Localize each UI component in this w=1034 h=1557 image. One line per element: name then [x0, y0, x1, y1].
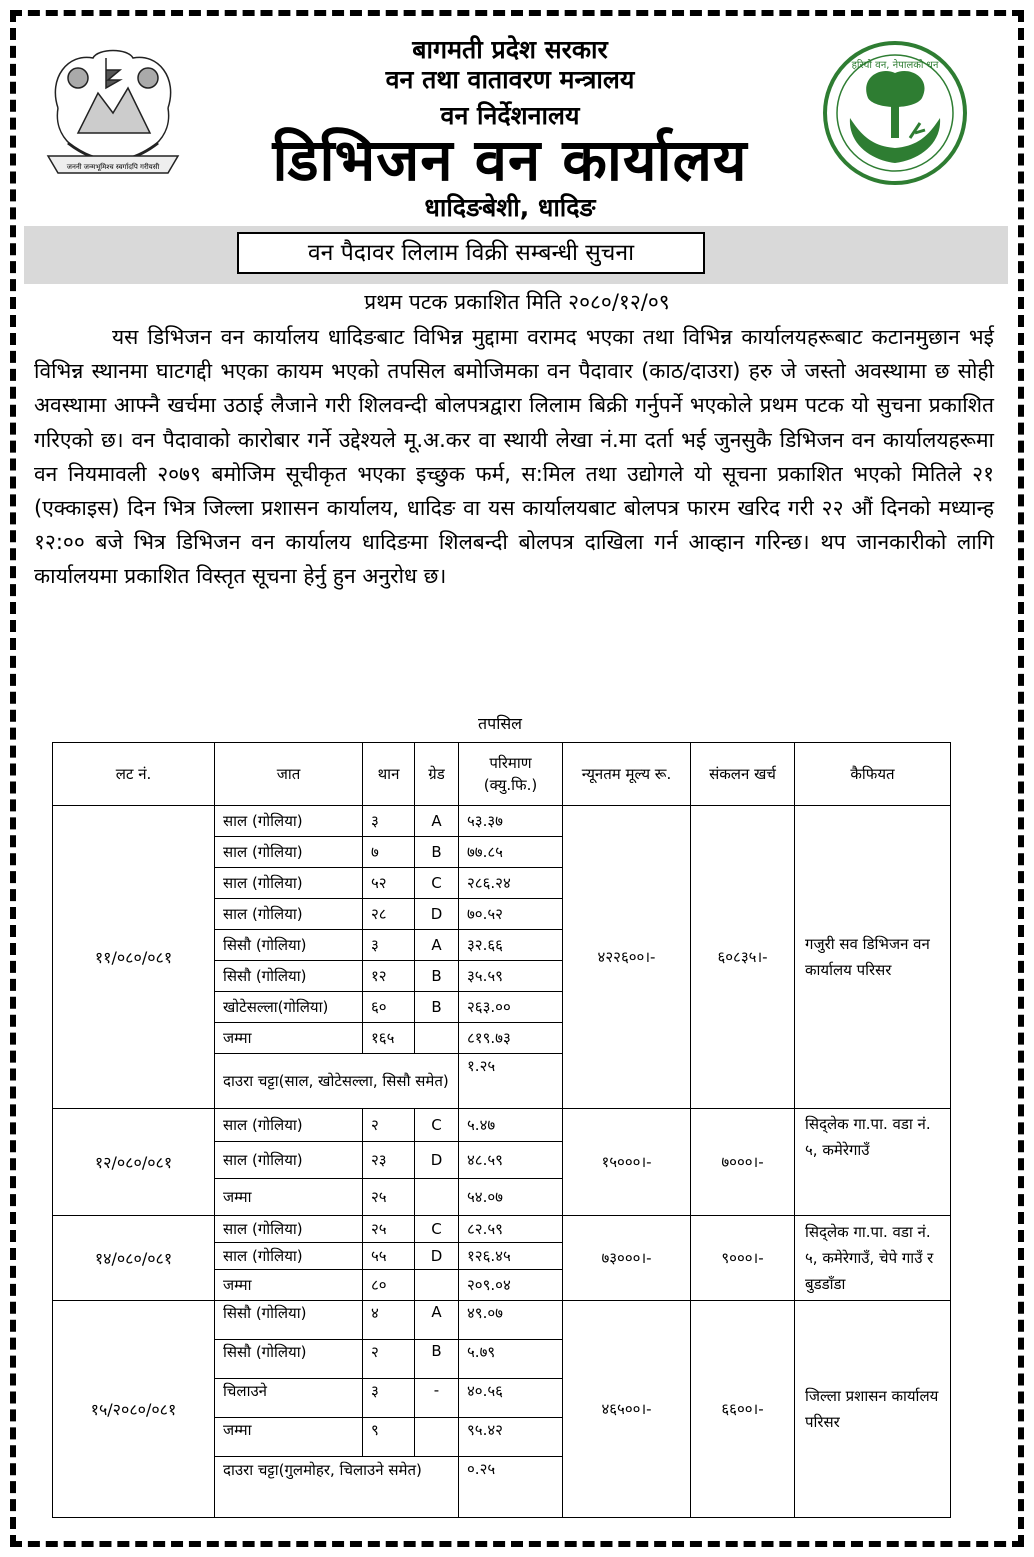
count-cell: ७: [363, 837, 415, 868]
quantity-cell: २८६.२४: [459, 868, 563, 899]
collection-cell: ९०००।-: [691, 1216, 795, 1301]
quantity-cell: ९५.४२: [459, 1418, 563, 1457]
species-cell: साल (गोलिया): [215, 1109, 363, 1142]
species-cell: जम्मा: [215, 1023, 363, 1054]
quantity-cell: ४०.५६: [459, 1379, 563, 1418]
min-price-cell: ४२२६००।-: [563, 806, 691, 1109]
count-cell: १६५: [363, 1023, 415, 1054]
header-lot: लट नं.: [53, 743, 215, 806]
collection-cell: ७०००।-: [691, 1109, 795, 1216]
quantity-cell: ५४.०७: [459, 1179, 563, 1216]
count-cell: ५५: [363, 1243, 415, 1270]
header-quantity: परिमाण (क्यु.फि.): [459, 743, 563, 806]
quantity-cell: १२६.४५: [459, 1243, 563, 1270]
table-header-row: [53, 743, 951, 806]
header-office: डिभिजन वन कार्यालय: [272, 126, 748, 194]
grade-cell: C: [415, 1109, 459, 1142]
quantity-cell: ४९.०७: [459, 1301, 563, 1340]
grade-cell: A: [415, 806, 459, 837]
grade-cell: [415, 1418, 459, 1457]
quantity-cell: ७७.८५: [459, 837, 563, 868]
grade-cell: D: [415, 1142, 459, 1179]
remarks-cell: सिद्लेक गा.पा. वडा नं. ५, कमेरेगाउँ, चेपे गाउँ र बुडडाँडा: [795, 1216, 951, 1301]
species-cell: साल (गोलिया): [215, 806, 363, 837]
grade-cell: C: [415, 868, 459, 899]
quantity-cell: २६३.००: [459, 992, 563, 1023]
species-cell: दाउरा चट्टा(साल, खोटेसल्ला, सिसौ समेत): [215, 1054, 459, 1109]
header-location: धादिङबेशी, धादिङ: [424, 193, 596, 222]
species-cell: सिसौ (गोलिया): [215, 1340, 363, 1379]
lot-number: १४/०८०/०८१: [53, 1216, 215, 1301]
count-cell: १२: [363, 961, 415, 992]
species-cell: सिसौ (गोलिया): [215, 961, 363, 992]
species-cell: सिसौ (गोलिया): [215, 930, 363, 961]
count-cell: २८: [363, 899, 415, 930]
grade-cell: B: [415, 992, 459, 1023]
remarks-cell: सिद्लेक गा.पा. वडा नं. ५, कमेरेगाउँ: [795, 1109, 951, 1216]
count-cell: ८०: [363, 1270, 415, 1301]
species-cell: साल (गोलिया): [215, 1216, 363, 1243]
count-cell: ६०: [363, 992, 415, 1023]
grade-cell: D: [415, 899, 459, 930]
forest-logo-icon: [820, 38, 970, 188]
grade-cell: C: [415, 1216, 459, 1243]
table-row: [53, 1301, 951, 1340]
species-cell: साल (गोलिया): [215, 868, 363, 899]
publication-date: प्रथम पटक प्रकाशित मिति २०८०/१२/०९: [364, 290, 670, 314]
quantity-cell: ५.७९: [459, 1340, 563, 1379]
logo-motto: हरियो वन, नेपालको धन: [851, 60, 939, 71]
count-cell: ३: [363, 806, 415, 837]
grade-cell: [415, 1023, 459, 1054]
count-cell: २५: [363, 1179, 415, 1216]
header-grade: ग्रेड: [415, 743, 459, 806]
table-row: [53, 1109, 951, 1142]
lot-number: १५/२०८०/०८१: [53, 1301, 215, 1518]
lot-number: १२/०८०/०८१: [53, 1109, 215, 1216]
grade-cell: B: [415, 1340, 459, 1379]
min-price-cell: ७३०००।-: [563, 1216, 691, 1301]
count-cell: २५: [363, 1216, 415, 1243]
species-cell: साल (गोलिया): [215, 899, 363, 930]
header-species: जात: [215, 743, 363, 806]
species-cell: साल (गोलिया): [215, 1243, 363, 1270]
table-row: [53, 806, 951, 837]
species-cell: जम्मा: [215, 1270, 363, 1301]
quantity-cell: १.२५: [459, 1054, 563, 1109]
quantity-cell: ०.२५: [459, 1457, 563, 1518]
grade-cell: B: [415, 837, 459, 868]
quantity-cell: ५३.३७: [459, 806, 563, 837]
count-cell: २३: [363, 1142, 415, 1179]
header-government: बागमती प्रदेश सरकार: [412, 35, 608, 64]
count-cell: ९: [363, 1418, 415, 1457]
species-cell: सिसौ (गोलिया): [215, 1301, 363, 1340]
remarks-cell: जिल्ला प्रशासन कार्यालय परिसर: [795, 1301, 951, 1518]
details-table: [52, 742, 951, 1518]
grade-cell: A: [415, 930, 459, 961]
min-price-cell: ४६५००।-: [563, 1301, 691, 1518]
species-cell: साल (गोलिया): [215, 837, 363, 868]
min-price-cell: १५०००।-: [563, 1109, 691, 1216]
count-cell: २: [363, 1340, 415, 1379]
count-cell: ४: [363, 1301, 415, 1340]
nepal-emblem-icon: [38, 38, 188, 178]
collection-cell: ६६००।-: [691, 1301, 795, 1518]
quantity-cell: ३२.६६: [459, 930, 563, 961]
header-ministry: वन तथा वातावरण मन्त्रालय: [385, 65, 635, 94]
grade-cell: A: [415, 1301, 459, 1340]
quantity-cell: ८२.५९: [459, 1216, 563, 1243]
table-caption: तपसिल: [477, 714, 523, 733]
notice-title: वन पैदावर लिलाम विक्री सम्बन्धी सुचना: [237, 232, 705, 274]
header-remarks: कैफियत: [795, 743, 951, 806]
species-cell: चिलाउने: [215, 1379, 363, 1418]
count-cell: २: [363, 1109, 415, 1142]
species-cell: दाउरा चट्टा(गुलमोहर, चिलाउने समेत): [215, 1457, 459, 1518]
remarks-cell: गजुरी सव डिभिजन वन कार्यालय परिसर: [795, 806, 951, 1109]
count-cell: ३: [363, 930, 415, 961]
emblem-motto: जननी जन्मभूमिश्च स्वर्गादपि गरीयसी: [66, 163, 160, 171]
species-cell: साल (गोलिया): [215, 1142, 363, 1179]
species-cell: खोटेसल्ला(गोलिया): [215, 992, 363, 1023]
quantity-cell: ४८.५९: [459, 1142, 563, 1179]
header-min-price: न्यूनतम मूल्य रू.: [563, 743, 691, 806]
header-directorate: वन निर्देशनालय: [440, 101, 580, 130]
collection-cell: ६०८३५।-: [691, 806, 795, 1109]
quantity-cell: २०९.०४: [459, 1270, 563, 1301]
quantity-cell: ३५.५९: [459, 961, 563, 992]
table-row: [53, 1216, 951, 1243]
quantity-cell: ८१९.७३: [459, 1023, 563, 1054]
count-cell: ५२: [363, 868, 415, 899]
quantity-cell: ७०.५२: [459, 899, 563, 930]
grade-cell: [415, 1270, 459, 1301]
header-collection: संकलन खर्च: [691, 743, 795, 806]
lot-number: ११/०८०/०८१: [53, 806, 215, 1109]
count-cell: ३: [363, 1379, 415, 1418]
header-count: थान: [363, 743, 415, 806]
grade-cell: -: [415, 1379, 459, 1418]
species-cell: जम्मा: [215, 1418, 363, 1457]
species-cell: जम्मा: [215, 1179, 363, 1216]
quantity-cell: ५.४७: [459, 1109, 563, 1142]
grade-cell: B: [415, 961, 459, 992]
grade-cell: D: [415, 1243, 459, 1270]
notice-body: यस डिभिजन वन कार्यालय धादिङबाट विभिन्न मुद्दामा वरामद भएका तथा विभिन्न कार्यालयहरूबाट कटानमुछान भई विभिन्न स्थानमा घाटगद्दी भएका कायम भएको तपसिल बमोजिमका वन पैदावार (काठ/दाउरा) हरु जे जस्तो अवस्थामा छ सोही अवस्थामा आफ्नै खर्चमा उठाई लैजाने गरी शिलवन्दी बोलपत्रद्वारा लिलाम बिक्री गर्नुपर्ने भएकोले प्रथम पटक यो सुचना प्रकाशित गरिएको छ। वन पैदावाको कारोबार गर्ने उद्देश्यले मू.अ.कर वा स्थायी लेखा नं.मा दर्ता भई जुनसुकै डिभिजन वन कार्यालयहरूमा वन नियमावली २०७९ बमोजिम सूचीकृत भएका इच्छुक फर्म, स:मिल तथा उद्योगले यो सूचना प्रकाशित भएको मितिले २१ (एक्काइस) दिन भित्र जिल्ला प्रशासन कार्यालय, धादिङ वा यस कार्यालयबाट बोलपत्र फारम खरिद गरी २२ औं दिनको मध्यान्ह १२:०० बजे भित्र डिभिजन वन कार्यालय धादिङमा शिलबन्दी बोलपत्र दाखिला गर्न आव्हान गरिन्छ। थप जानकारीको लागि कार्यालयमा प्रकाशित विस्तृत सूचना हेर्नु हुन अनुरोध छ।: [34, 325, 994, 589]
grade-cell: [415, 1179, 459, 1216]
